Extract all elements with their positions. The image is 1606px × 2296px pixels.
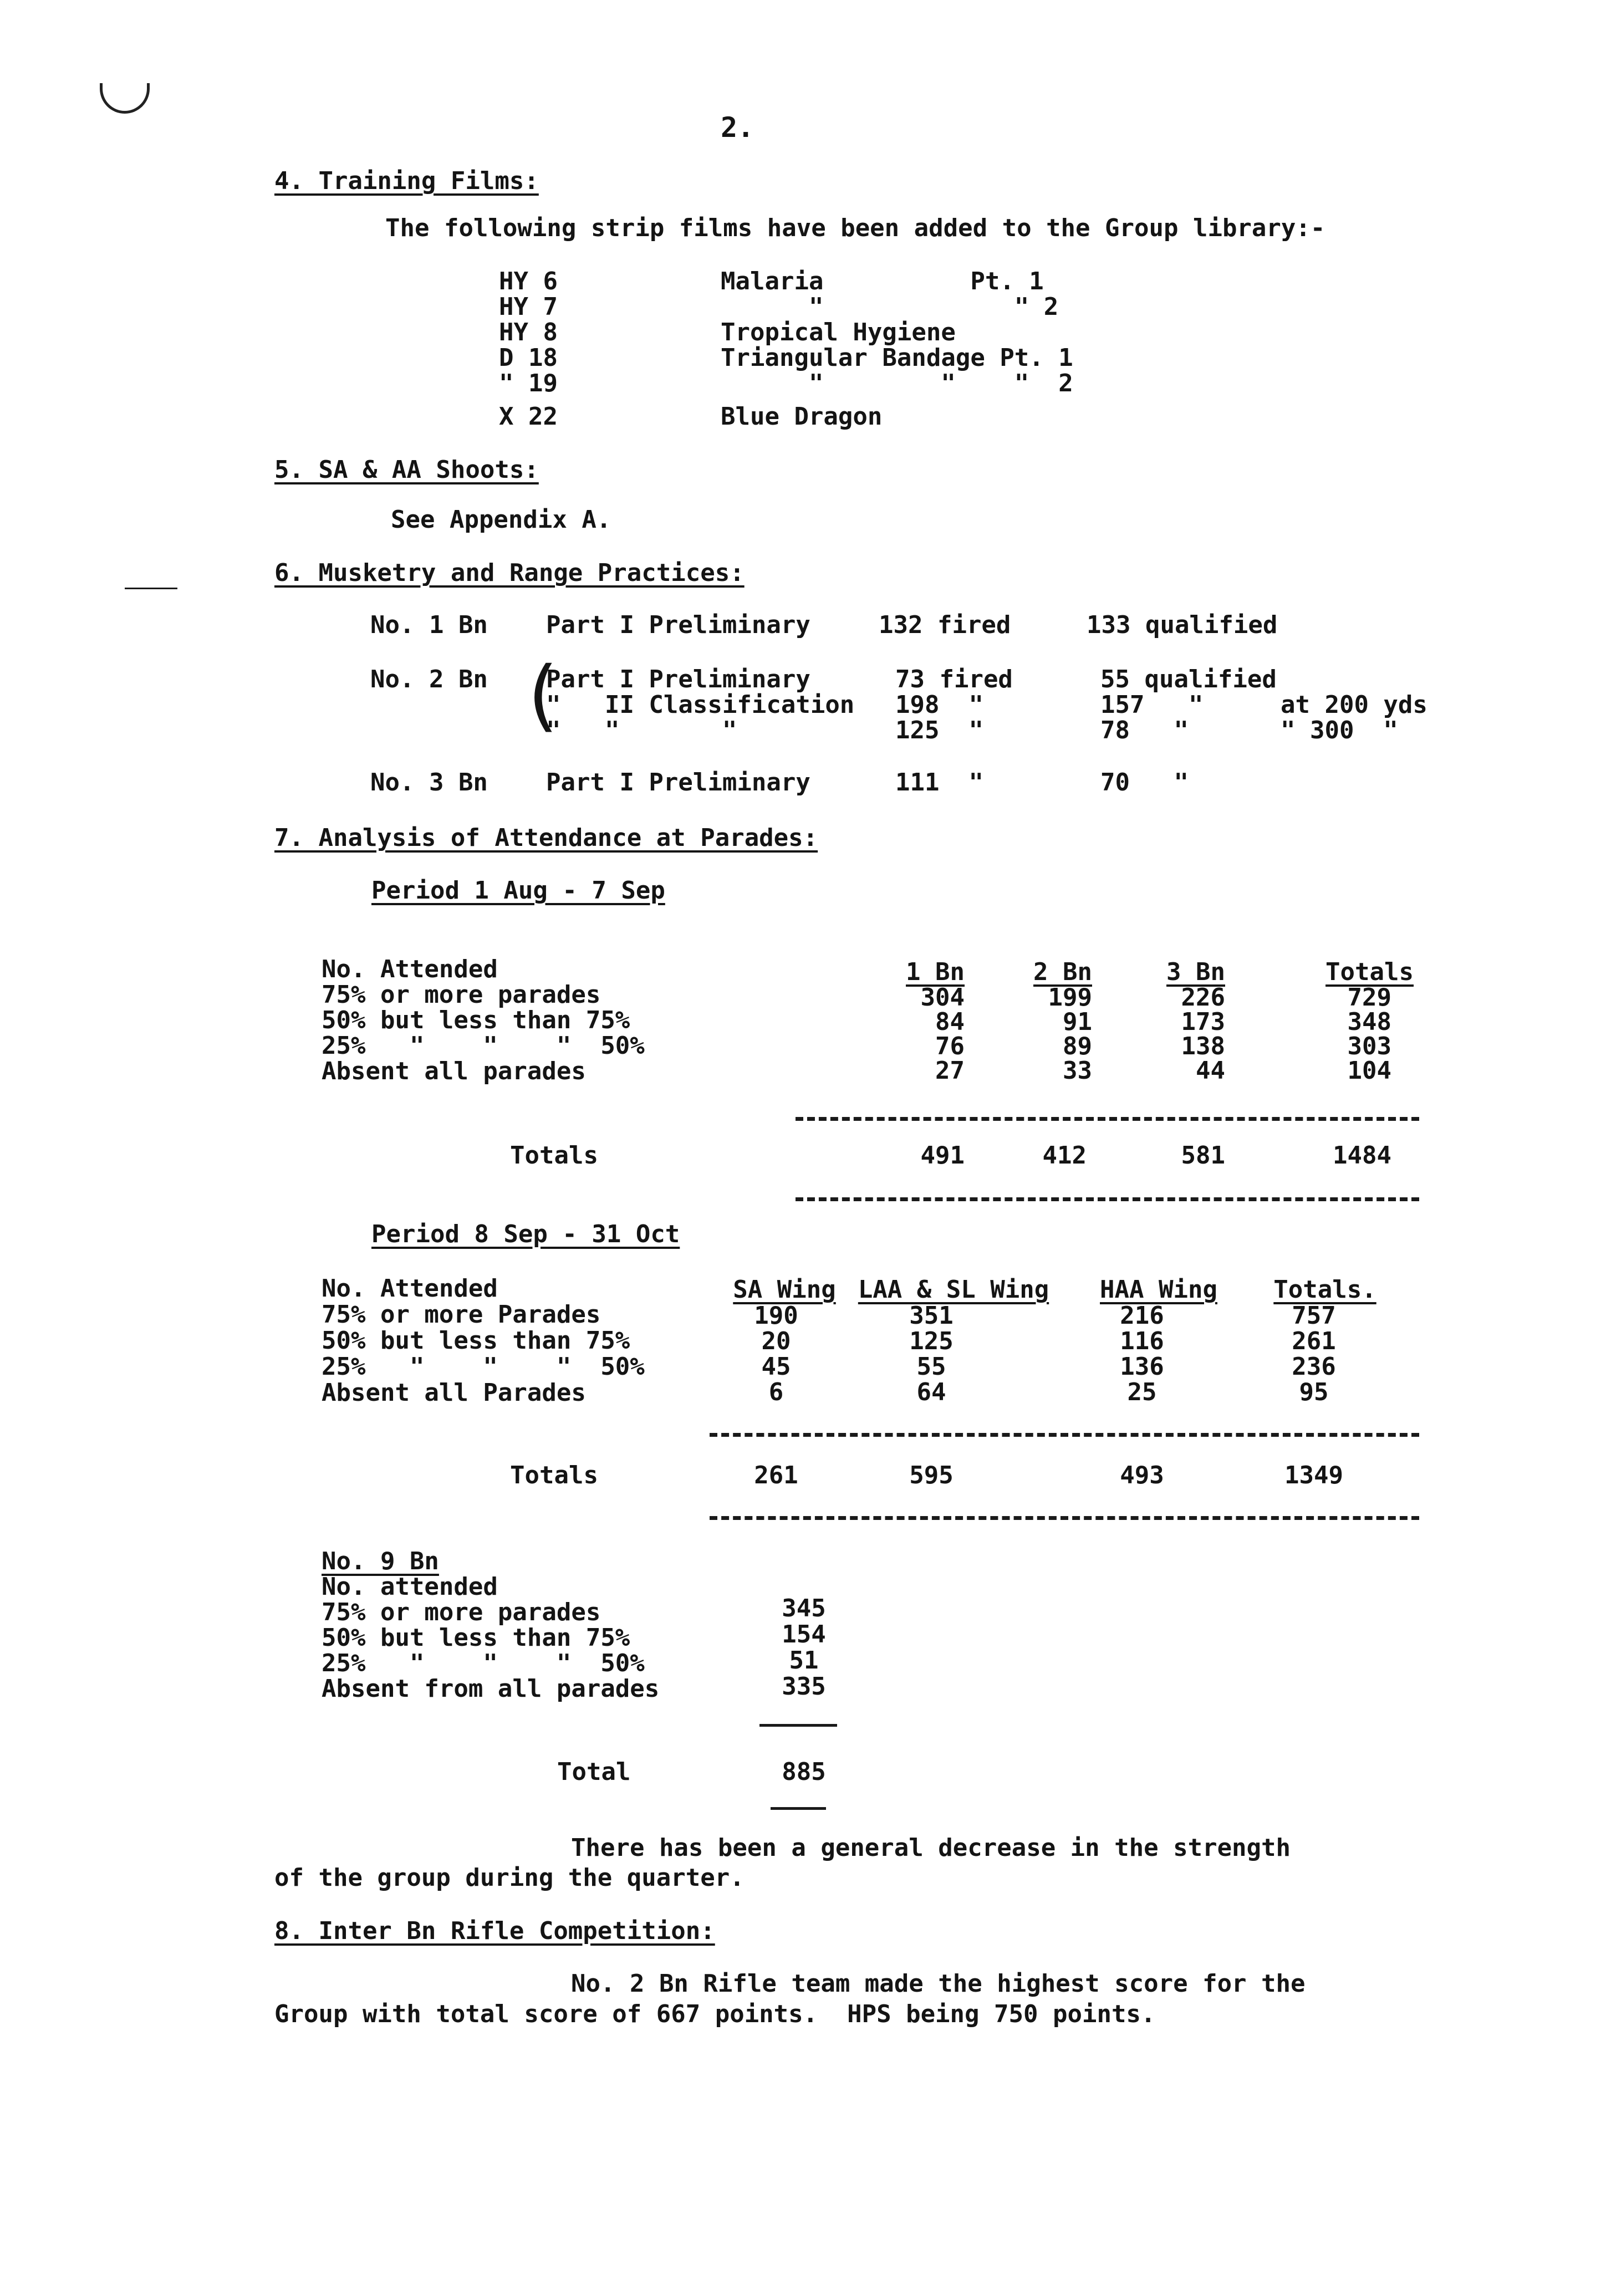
table-cell: 199 bbox=[1048, 983, 1092, 1012]
musketry-battalion: No. 2 Bn bbox=[370, 665, 488, 693]
table-cell: 345 bbox=[782, 1594, 826, 1622]
divider bbox=[710, 1433, 1419, 1437]
row-label: 50% but less than 75% bbox=[322, 1624, 630, 1652]
film-code: X 22 bbox=[499, 402, 558, 431]
musketry-part: Part I Preliminary bbox=[546, 665, 810, 693]
musketry-fired: 125 " bbox=[895, 716, 983, 744]
film-code: D 18 bbox=[499, 344, 558, 372]
film-title: Tropical Hygiene bbox=[721, 318, 956, 346]
totals-label: Totals bbox=[510, 1141, 598, 1170]
table-cell: 104 bbox=[1347, 1057, 1391, 1085]
musketry-qualified: 70 " bbox=[1100, 768, 1189, 797]
musketry-fired: 132 fired bbox=[879, 611, 1011, 639]
musketry-fired: 198 " bbox=[895, 691, 983, 719]
table-cell: 190 bbox=[754, 1302, 798, 1330]
film-title: " " 2 bbox=[721, 293, 1059, 321]
row-label: Absent all parades bbox=[322, 1057, 586, 1085]
musketry-part: " II Classification bbox=[546, 691, 855, 719]
table-cell: 216 bbox=[1120, 1302, 1164, 1330]
row-label: 50% but less than 75% bbox=[322, 1326, 630, 1355]
table-cell: 25 bbox=[1127, 1378, 1157, 1406]
film-title: Malaria Pt. 1 bbox=[721, 267, 1044, 295]
total-cell: 1484 bbox=[1333, 1141, 1391, 1170]
row-label: 75% or more parades bbox=[322, 981, 601, 1009]
musketry-range: " 300 " bbox=[1281, 716, 1398, 744]
column-header: 1 Bn bbox=[906, 958, 965, 986]
divider bbox=[796, 1117, 1419, 1121]
column-header: Totals bbox=[1325, 958, 1414, 986]
competition-text: No. 2 Bn Rifle team made the highest score for the bbox=[571, 1970, 1306, 1998]
total-cell: 261 bbox=[754, 1461, 798, 1489]
table-cell: 729 bbox=[1347, 983, 1391, 1012]
total-cell: 412 bbox=[1042, 1141, 1087, 1170]
row-label: Absent all Parades bbox=[322, 1379, 586, 1407]
period-2-heading: Period 8 Sep - 31 Oct bbox=[371, 1220, 680, 1248]
table-cell: 348 bbox=[1347, 1008, 1391, 1036]
musketry-part: Part I Preliminary bbox=[546, 768, 810, 797]
table-cell: 45 bbox=[761, 1353, 791, 1381]
column-header: SA Wing bbox=[733, 1275, 836, 1304]
table-cell: 154 bbox=[782, 1620, 826, 1649]
divider bbox=[796, 1197, 1419, 1201]
table-cell: 84 bbox=[935, 1008, 965, 1036]
page-number: 2. bbox=[721, 111, 754, 144]
table-cell: 125 bbox=[909, 1327, 954, 1355]
total-cell: 885 bbox=[782, 1758, 826, 1786]
row-label: 25% " " " 50% bbox=[322, 1353, 645, 1381]
table-cell: 64 bbox=[916, 1378, 946, 1406]
divider bbox=[759, 1724, 837, 1727]
table-cell: 51 bbox=[789, 1646, 819, 1675]
table-cell: 757 bbox=[1292, 1302, 1336, 1330]
row-label: Absent from all parades bbox=[322, 1675, 660, 1703]
divider bbox=[771, 1807, 826, 1810]
total-cell: 595 bbox=[909, 1461, 954, 1489]
punch-hole-mark bbox=[100, 83, 150, 114]
period-1-heading: Period 1 Aug - 7 Sep bbox=[371, 876, 665, 905]
row-label: 25% " " " 50% bbox=[322, 1032, 645, 1060]
musketry-qualified: 55 qualified bbox=[1100, 665, 1277, 693]
musketry-part: " " " bbox=[546, 716, 737, 744]
section-4-intro: The following strip films have been added to the Group library:- bbox=[385, 214, 1325, 242]
totals-label: Total bbox=[557, 1758, 631, 1786]
section-7-heading: 7. Analysis of Attendance at Parades: bbox=[274, 824, 818, 852]
unit-heading: No. 9 Bn bbox=[322, 1547, 439, 1575]
film-title: Triangular Bandage Pt. 1 bbox=[721, 344, 1073, 372]
row-label: No. attended bbox=[322, 1573, 498, 1601]
section-6-heading: 6. Musketry and Range Practices: bbox=[274, 559, 745, 587]
table-cell: 44 bbox=[1196, 1057, 1225, 1085]
section-8-heading: 8. Inter Bn Rifle Competition: bbox=[274, 1917, 715, 1945]
section-5-heading: 5. SA & AA Shoots: bbox=[274, 456, 539, 484]
row-label: 25% " " " 50% bbox=[322, 1649, 645, 1677]
column-header: 3 Bn bbox=[1166, 958, 1225, 986]
table-cell: 351 bbox=[909, 1302, 954, 1330]
film-code: HY 6 bbox=[499, 267, 558, 295]
table-cell: 136 bbox=[1120, 1353, 1164, 1381]
table-cell: 33 bbox=[1063, 1057, 1092, 1085]
total-cell: 491 bbox=[920, 1141, 965, 1170]
divider bbox=[710, 1516, 1419, 1520]
table-cell: 91 bbox=[1063, 1008, 1092, 1036]
table-cell: 27 bbox=[935, 1057, 965, 1085]
column-header: 2 Bn bbox=[1033, 958, 1092, 986]
column-header: HAA Wing bbox=[1100, 1275, 1217, 1304]
film-code: HY 8 bbox=[499, 318, 558, 346]
total-cell: 581 bbox=[1181, 1141, 1225, 1170]
row-label: 75% or more Parades bbox=[322, 1300, 601, 1329]
bracket: ( bbox=[518, 650, 565, 741]
total-cell: 493 bbox=[1120, 1461, 1164, 1489]
table-cell: 55 bbox=[916, 1353, 946, 1381]
table-cell: 304 bbox=[920, 983, 965, 1012]
margin-mark bbox=[125, 588, 177, 589]
musketry-fired: 111 " bbox=[895, 768, 983, 797]
totals-label: Totals bbox=[510, 1461, 598, 1489]
section-5-text: See Appendix A. bbox=[391, 506, 611, 534]
table-cell: 226 bbox=[1181, 983, 1225, 1012]
film-code: " 19 bbox=[499, 369, 558, 397]
strength-note-continued: of the group during the quarter. bbox=[274, 1864, 745, 1892]
musketry-qualified: 157 " bbox=[1100, 691, 1204, 719]
table-cell: 20 bbox=[761, 1327, 791, 1355]
table-cell: 303 bbox=[1347, 1032, 1391, 1060]
strength-note: There has been a general decrease in the strength bbox=[571, 1834, 1291, 1862]
musketry-qualified: 78 " bbox=[1100, 716, 1189, 744]
musketry-battalion: No. 3 Bn bbox=[370, 768, 488, 797]
musketry-range: at 200 yds bbox=[1281, 691, 1427, 719]
table-cell: 95 bbox=[1299, 1378, 1329, 1406]
table-cell: 236 bbox=[1292, 1353, 1336, 1381]
musketry-part: Part I Preliminary bbox=[546, 611, 810, 639]
musketry-qualified: 133 qualified bbox=[1087, 611, 1278, 639]
competition-text-continued: Group with total score of 667 points. HPS being 750 points. bbox=[274, 2000, 1156, 2028]
total-cell: 1349 bbox=[1284, 1461, 1343, 1489]
row-label: 75% or more parades bbox=[322, 1598, 601, 1626]
table-cell: 6 bbox=[768, 1378, 784, 1406]
row-label: No. Attended bbox=[322, 1274, 498, 1303]
table-cell: 89 bbox=[1063, 1032, 1092, 1060]
table-cell: 138 bbox=[1181, 1032, 1225, 1060]
table-cell: 76 bbox=[935, 1032, 965, 1060]
film-code: HY 7 bbox=[499, 293, 558, 321]
table-cell: 116 bbox=[1120, 1327, 1164, 1355]
table-cell: 335 bbox=[782, 1672, 826, 1701]
musketry-fired: 73 fired bbox=[895, 665, 1013, 693]
row-label: No. Attended bbox=[322, 955, 498, 983]
film-title: Blue Dragon bbox=[721, 402, 883, 431]
table-cell: 261 bbox=[1292, 1327, 1336, 1355]
film-title: " " " 2 bbox=[721, 369, 1073, 397]
column-header: LAA & SL Wing bbox=[858, 1275, 1049, 1304]
section-4-heading: 4. Training Films: bbox=[274, 167, 539, 195]
row-label: 50% but less than 75% bbox=[322, 1006, 630, 1034]
table-cell: 173 bbox=[1181, 1008, 1225, 1036]
musketry-battalion: No. 1 Bn bbox=[370, 611, 488, 639]
column-header: Totals. bbox=[1273, 1275, 1376, 1304]
